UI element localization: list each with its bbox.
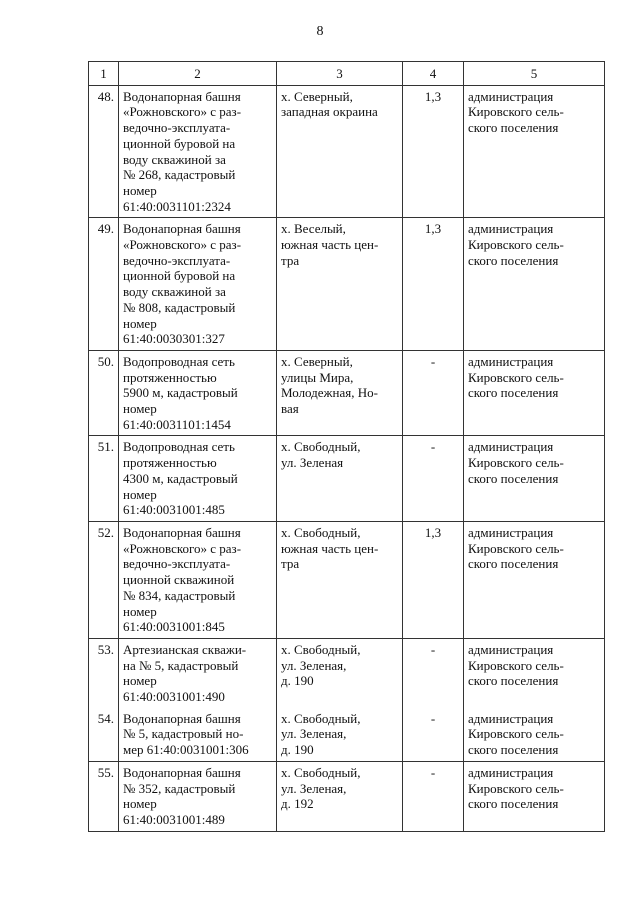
property-table — [88, 61, 605, 832]
description-line: Водонапорная башня — [123, 524, 241, 540]
location-line: вая — [281, 401, 299, 417]
description-line: ционной буровой на — [123, 268, 236, 284]
owner-line: Кировского сель- — [468, 657, 564, 673]
owner-line: Кировского сель- — [468, 455, 564, 471]
object-location — [277, 761, 403, 831]
description-line: воду скважиной за — [123, 284, 226, 300]
object-value: 1,3 — [403, 85, 464, 218]
description-line: протяженностью — [123, 455, 217, 471]
location-line: тра — [281, 252, 300, 268]
column-header: 1 — [89, 62, 119, 86]
description-line: мер 61:40:0031001:306 — [123, 742, 249, 758]
location-line: тра — [281, 556, 300, 572]
table-row — [89, 708, 605, 762]
owner-line: администрация — [468, 221, 554, 237]
location-line: южная часть цен- — [281, 540, 379, 556]
description-line: 5900 м, кадастровый — [123, 385, 238, 401]
object-description — [119, 521, 277, 638]
object-value: - — [403, 436, 464, 522]
table-row — [89, 85, 605, 218]
object-description — [119, 218, 277, 351]
location-line: д. 190 — [281, 673, 314, 689]
description-line: Водонапорная башня — [123, 710, 241, 726]
object-owner — [464, 761, 605, 831]
table-row — [89, 521, 605, 638]
row-number: 53. — [89, 638, 119, 707]
object-location — [277, 521, 403, 638]
description-line: 4300 м, кадастровый — [123, 470, 238, 486]
description-line: протяженностью — [123, 369, 217, 385]
description-line: Водонапорная башня — [123, 88, 241, 104]
location-line: х. Свободный, — [281, 710, 361, 726]
location-line: д. 190 — [281, 742, 314, 758]
table-row — [89, 350, 605, 436]
description-line: номер — [123, 603, 157, 619]
object-location — [277, 436, 403, 522]
object-value: 1,3 — [403, 521, 464, 638]
description-line: воду скважиной за — [123, 151, 226, 167]
location-line: д. 192 — [281, 796, 314, 812]
object-owner — [464, 218, 605, 351]
owner-line: Кировского сель- — [468, 540, 564, 556]
location-line: ул. Зеленая — [281, 455, 344, 471]
owner-line: администрация — [468, 439, 554, 455]
location-line: х. Свободный, — [281, 764, 361, 780]
location-line: х. Свободный, — [281, 524, 361, 540]
owner-line: ского поселения — [468, 796, 559, 812]
description-line: ведочно-эксплуата- — [123, 120, 231, 136]
table-body — [89, 85, 605, 831]
object-description — [119, 708, 277, 762]
owner-line: ского поселения — [468, 252, 559, 268]
owner-line: администрация — [468, 710, 554, 726]
object-location — [277, 218, 403, 351]
row-number: 50. — [89, 350, 119, 436]
owner-line: ского поселения — [468, 673, 559, 689]
description-line: «Рожновского» с раз- — [123, 237, 242, 253]
location-line: ул. Зеленая, — [281, 780, 347, 796]
page-number: 8 — [316, 24, 324, 39]
owner-line: Кировского сель- — [468, 237, 564, 253]
description-line: номер — [123, 673, 157, 689]
owner-line: администрация — [468, 88, 554, 104]
location-line: х. Северный, — [281, 88, 353, 104]
description-line: номер — [123, 796, 157, 812]
owner-line: администрация — [468, 764, 554, 780]
description-line: № 834, кадастровый — [123, 587, 236, 603]
description-line: номер — [123, 486, 157, 502]
owner-line: администрация — [468, 524, 554, 540]
location-line: южная часть цен- — [281, 237, 379, 253]
object-location — [277, 350, 403, 436]
description-line: № 268, кадастровый — [123, 167, 236, 183]
description-line: 61:40:0031001:490 — [123, 689, 225, 705]
location-line: х. Свободный, — [281, 439, 361, 455]
location-line: Молодежная, Но- — [281, 385, 378, 401]
object-value: - — [403, 350, 464, 436]
description-line: 61:40:0031001:485 — [123, 502, 225, 518]
object-owner — [464, 521, 605, 638]
description-line: Водопроводная сеть — [123, 353, 235, 369]
owner-line: ского поселения — [468, 470, 559, 486]
column-header: 2 — [119, 62, 277, 86]
owner-line: Кировского сель- — [468, 780, 564, 796]
description-line: 61:40:0031101:2324 — [123, 198, 231, 214]
location-line: х. Свободный, — [281, 641, 361, 657]
owner-line: Кировского сель- — [468, 104, 564, 120]
object-value: 1,3 — [403, 218, 464, 351]
object-owner — [464, 85, 605, 218]
description-line: «Рожновского» с раз- — [123, 540, 242, 556]
description-line: ционной скважиной — [123, 572, 235, 588]
object-value: - — [403, 708, 464, 762]
table-row — [89, 218, 605, 351]
description-line: № 808, кадастровый — [123, 299, 236, 315]
column-header: 4 — [403, 62, 464, 86]
object-location — [277, 708, 403, 762]
object-description — [119, 85, 277, 218]
location-line: х. Веселый, — [281, 221, 346, 237]
object-value: - — [403, 638, 464, 707]
object-owner — [464, 708, 605, 762]
row-number: 54. — [89, 708, 119, 762]
table-row — [89, 761, 605, 831]
description-line: номер — [123, 401, 157, 417]
owner-line: ского поселения — [468, 742, 559, 758]
table-row — [89, 638, 605, 707]
row-number: 49. — [89, 218, 119, 351]
description-line: номер — [123, 315, 157, 331]
column-header: 5 — [464, 62, 605, 86]
owner-line: ского поселения — [468, 120, 559, 136]
owner-line: администрация — [468, 641, 554, 657]
table-header-row — [89, 62, 605, 86]
location-line: западная окраина — [281, 104, 378, 120]
location-line: ул. Зеленая, — [281, 726, 347, 742]
description-line: Водопроводная сеть — [123, 439, 235, 455]
description-line: ционной буровой на — [123, 135, 236, 151]
description-line: Водонапорная башня — [123, 764, 241, 780]
owner-line: ского поселения — [468, 385, 559, 401]
description-line: № 352, кадастровый — [123, 780, 236, 796]
row-number: 52. — [89, 521, 119, 638]
description-line: 61:40:0031001:489 — [123, 811, 225, 827]
object-description — [119, 638, 277, 707]
description-line: Артезианская скважи- — [123, 641, 247, 657]
object-location — [277, 638, 403, 707]
description-line: № 5, кадастровый но- — [123, 726, 244, 742]
owner-line: Кировского сель- — [468, 369, 564, 385]
description-line: Водонапорная башня — [123, 221, 241, 237]
location-line: ул. Зеленая, — [281, 657, 347, 673]
row-number: 51. — [89, 436, 119, 522]
owner-line: ского поселения — [468, 556, 559, 572]
object-location — [277, 85, 403, 218]
location-line: улицы Мира, — [281, 369, 354, 385]
description-line: 61:40:0031001:845 — [123, 619, 225, 635]
object-description — [119, 761, 277, 831]
description-line: на № 5, кадастровый — [123, 657, 239, 673]
description-line: ведочно-эксплуата- — [123, 556, 231, 572]
owner-line: администрация — [468, 353, 554, 369]
object-owner — [464, 638, 605, 707]
object-description — [119, 436, 277, 522]
description-line: 61:40:0031101:1454 — [123, 416, 231, 432]
column-header: 3 — [277, 62, 403, 86]
row-number: 55. — [89, 761, 119, 831]
table-row — [89, 436, 605, 522]
description-line: ведочно-эксплуата- — [123, 252, 231, 268]
object-description — [119, 350, 277, 436]
row-number: 48. — [89, 85, 119, 218]
description-line: «Рожновского» с раз- — [123, 104, 242, 120]
description-line: 61:40:0030301:327 — [123, 331, 225, 347]
description-line: номер — [123, 182, 157, 198]
location-line: х. Северный, — [281, 353, 353, 369]
object-owner — [464, 350, 605, 436]
object-owner — [464, 436, 605, 522]
object-value: - — [403, 761, 464, 831]
owner-line: Кировского сель- — [468, 726, 564, 742]
